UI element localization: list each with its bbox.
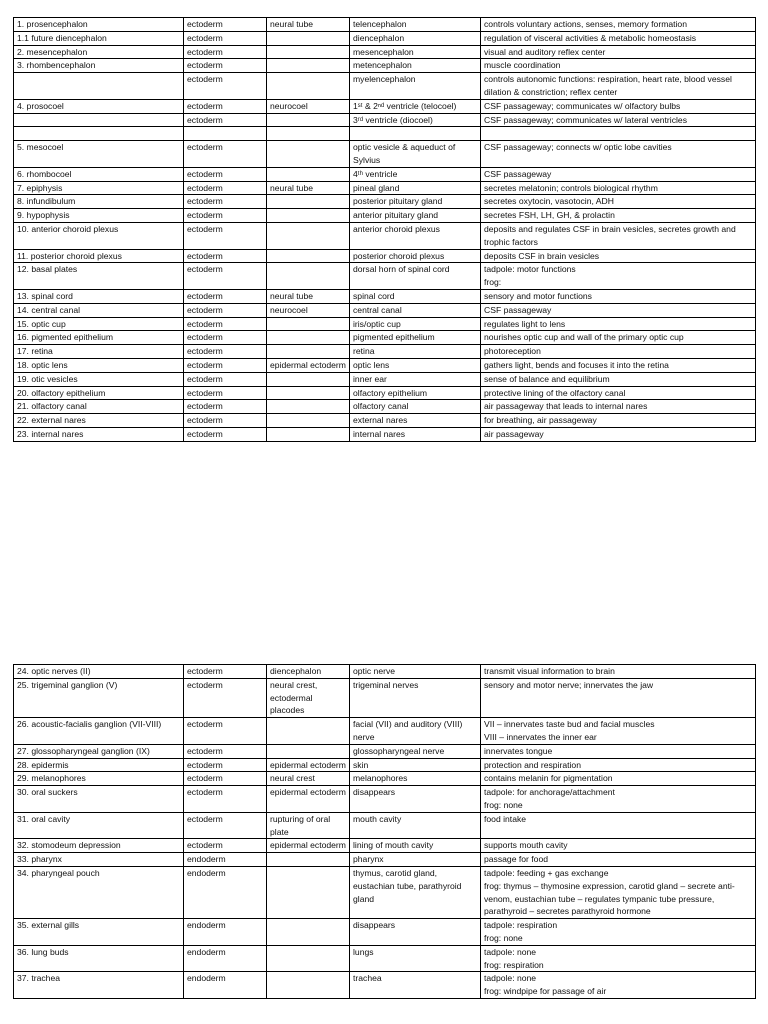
origin-cell <box>267 263 350 290</box>
germ-layer-cell: endoderm <box>184 945 267 972</box>
table-row <box>14 919 756 946</box>
origin-cell <box>267 853 350 867</box>
origin-cell <box>267 427 350 441</box>
origin-cell: neurocoel <box>267 303 350 317</box>
function-cell: air passageway <box>481 427 756 441</box>
germ-layer-cell: ectoderm <box>184 400 267 414</box>
structure-cell: 5. mesocoel <box>14 141 184 168</box>
table-row <box>14 45 756 59</box>
adult-structure-cell: mouth cavity <box>350 812 481 839</box>
function-cell: secretes oxytocin, vasotocin, ADH <box>481 195 756 209</box>
structure-cell: 2. mesencephalon <box>14 45 184 59</box>
origin-cell <box>267 45 350 59</box>
structure-cell: 6. rhombocoel <box>14 167 184 181</box>
origin-cell <box>267 195 350 209</box>
germ-layer-cell: ectoderm <box>184 18 267 32</box>
function-cell: tadpole: none frog: respiration <box>481 945 756 972</box>
germ-layer-cell: ectoderm <box>184 263 267 290</box>
function-cell: secretes FSH, LH, GH, & prolactin <box>481 209 756 223</box>
adult-structure-cell: pharynx <box>350 853 481 867</box>
table-row <box>14 249 756 263</box>
germ-layer-cell: endoderm <box>184 853 267 867</box>
origin-cell <box>267 919 350 946</box>
structure-cell: 17. retina <box>14 345 184 359</box>
germ-layer-cell: ectoderm <box>184 744 267 758</box>
table-row <box>14 113 756 127</box>
origin-cell <box>267 113 350 127</box>
germ-layer-cell: ectoderm <box>184 73 267 100</box>
structure-cell: 18. optic lens <box>14 358 184 372</box>
structure-cell: 11. posterior choroid plexus <box>14 249 184 263</box>
origin-cell <box>267 31 350 45</box>
function-cell <box>481 127 756 141</box>
table-row <box>14 289 756 303</box>
germ-layer-cell: ectoderm <box>184 386 267 400</box>
adult-structure-cell: facial (VII) and auditory (VIII) nerve <box>350 718 481 745</box>
table-row <box>14 59 756 73</box>
function-cell: CSF passageway <box>481 167 756 181</box>
structure-cell: 23. internal nares <box>14 427 184 441</box>
origin-cell: neural crest, ectodermal placodes <box>267 678 350 717</box>
adult-structure-cell: pigmented epithelium <box>350 331 481 345</box>
table-row <box>14 772 756 786</box>
structure-cell: 31. oral cavity <box>14 812 184 839</box>
germ-layer-cell: ectoderm <box>184 141 267 168</box>
adult-structure-cell: dorsal horn of spinal cord <box>350 263 481 290</box>
adult-structure-cell: glossopharyngeal nerve <box>350 744 481 758</box>
function-cell: visual and auditory reflex center <box>481 45 756 59</box>
origin-cell <box>267 127 350 141</box>
function-cell: passage for food <box>481 853 756 867</box>
structure-cell: 10. anterior choroid plexus <box>14 222 184 249</box>
structure-cell: 32. stomodeum depression <box>14 839 184 853</box>
structure-cell: 1. prosencephalon <box>14 18 184 32</box>
structure-cell: 16. pigmented epithelium <box>14 331 184 345</box>
function-cell: tadpole: none frog: windpipe for passage of air <box>481 972 756 999</box>
structure-cell: 3. rhombencephalon <box>14 59 184 73</box>
function-cell: muscle coordination <box>481 59 756 73</box>
function-cell: CSF passageway; communicates w/ lateral ventricles <box>481 113 756 127</box>
structure-cell: 21. olfactory canal <box>14 400 184 414</box>
adult-structure-cell: optic nerve <box>350 665 481 679</box>
function-cell: CSF passageway; communicates w/ olfactory bulbs <box>481 99 756 113</box>
germ-layer-cell: ectoderm <box>184 303 267 317</box>
adult-structure-cell: external nares <box>350 414 481 428</box>
origin-cell: diencephalon <box>267 665 350 679</box>
origin-cell <box>267 167 350 181</box>
germ-layer-cell: ectoderm <box>184 222 267 249</box>
germ-layer-cell: ectoderm <box>184 209 267 223</box>
origin-cell <box>267 744 350 758</box>
function-cell: regulates light to lens <box>481 317 756 331</box>
table-row <box>14 839 756 853</box>
structure-cell: 30. oral suckers <box>14 786 184 813</box>
adult-structure-cell: disappears <box>350 786 481 813</box>
table-row <box>14 786 756 813</box>
origin-cell: neurocoel <box>267 99 350 113</box>
function-cell: transmit visual information to brain <box>481 665 756 679</box>
germ-layer-cell: ectoderm <box>184 59 267 73</box>
structure-cell: 36. lung buds <box>14 945 184 972</box>
structure-cell: 4. prosocoel <box>14 99 184 113</box>
origin-cell <box>267 400 350 414</box>
origin-cell <box>267 59 350 73</box>
function-cell: photoreception <box>481 345 756 359</box>
adult-structure-cell: metencephalon <box>350 59 481 73</box>
adult-structure-cell: optic lens <box>350 358 481 372</box>
origin-cell <box>267 972 350 999</box>
adult-structure-cell: telencephalon <box>350 18 481 32</box>
table-row <box>14 414 756 428</box>
origin-cell: epidermal ectoderm <box>267 758 350 772</box>
germ-layer-cell: ectoderm <box>184 289 267 303</box>
adult-structure-cell: lining of mouth cavity <box>350 839 481 853</box>
germ-layer-cell: ectoderm <box>184 758 267 772</box>
function-cell: sensory and motor nerve; innervates the jaw <box>481 678 756 717</box>
structures-table-top <box>13 17 756 442</box>
function-cell: CSF passageway <box>481 303 756 317</box>
structure-cell: 1.1 future diencephalon <box>14 31 184 45</box>
table-row <box>14 73 756 100</box>
table-row <box>14 222 756 249</box>
structure-cell: 13. spinal cord <box>14 289 184 303</box>
table-row <box>14 141 756 168</box>
germ-layer-cell: ectoderm <box>184 99 267 113</box>
function-cell: sense of balance and equilibrium <box>481 372 756 386</box>
table-row <box>14 18 756 32</box>
germ-layer-cell: ectoderm <box>184 812 267 839</box>
germ-layer-cell: ectoderm <box>184 317 267 331</box>
adult-structure-cell: 3ʳᵈ ventricle (diocoel) <box>350 113 481 127</box>
adult-structure-cell: anterior choroid plexus <box>350 222 481 249</box>
structure-cell: 26. acoustic-facialis ganglion (VII-VIII) <box>14 718 184 745</box>
origin-cell <box>267 866 350 918</box>
adult-structure-cell: internal nares <box>350 427 481 441</box>
germ-layer-cell: endoderm <box>184 972 267 999</box>
adult-structure-cell: skin <box>350 758 481 772</box>
table-row <box>14 372 756 386</box>
germ-layer-cell: ectoderm <box>184 427 267 441</box>
function-cell: tadpole: motor functions frog: <box>481 263 756 290</box>
origin-cell <box>267 718 350 745</box>
origin-cell: epidermal ectoderm <box>267 786 350 813</box>
table-row <box>14 758 756 772</box>
germ-layer-cell: ectoderm <box>184 249 267 263</box>
structure-cell: 28. epidermis <box>14 758 184 772</box>
germ-layer-cell: ectoderm <box>184 181 267 195</box>
table-row <box>14 427 756 441</box>
function-cell: tadpole: for anchorage/attachment frog: none <box>481 786 756 813</box>
germ-layer-cell: ectoderm <box>184 786 267 813</box>
table-row <box>14 972 756 999</box>
origin-cell: neural tube <box>267 181 350 195</box>
germ-layer-cell: ectoderm <box>184 167 267 181</box>
adult-structure-cell: disappears <box>350 919 481 946</box>
structure-cell: 24. optic nerves (II) <box>14 665 184 679</box>
function-cell: food intake <box>481 812 756 839</box>
function-cell: for breathing, air passageway <box>481 414 756 428</box>
table-row <box>14 812 756 839</box>
adult-structure-cell: spinal cord <box>350 289 481 303</box>
table-row <box>14 358 756 372</box>
germ-layer-cell: ectoderm <box>184 372 267 386</box>
germ-layer-cell: endoderm <box>184 866 267 918</box>
structure-cell <box>14 73 184 100</box>
function-cell: contains melanin for pigmentation <box>481 772 756 786</box>
germ-layer-cell: ectoderm <box>184 45 267 59</box>
origin-cell: neural crest <box>267 772 350 786</box>
germ-layer-cell: ectoderm <box>184 839 267 853</box>
germ-layer-cell: ectoderm <box>184 31 267 45</box>
function-cell: air passageway that leads to internal nares <box>481 400 756 414</box>
structure-cell: 22. external nares <box>14 414 184 428</box>
table-row <box>14 127 756 141</box>
structure-cell: 14. central canal <box>14 303 184 317</box>
structure-cell: 27. glossopharyngeal ganglion (IX) <box>14 744 184 758</box>
table-row <box>14 945 756 972</box>
structure-cell: 25. trigeminal ganglion (V) <box>14 678 184 717</box>
table-row <box>14 853 756 867</box>
structure-cell: 9. hypophysis <box>14 209 184 223</box>
function-cell: protective lining of the olfactory canal <box>481 386 756 400</box>
origin-cell <box>267 372 350 386</box>
structures-table-bottom <box>13 664 756 999</box>
function-cell: controls voluntary actions, senses, memory formation <box>481 18 756 32</box>
structure-cell: 33. pharynx <box>14 853 184 867</box>
table-row <box>14 866 756 918</box>
origin-cell <box>267 414 350 428</box>
function-cell: VII – innervates taste bud and facial muscles VIII – innervates the inner ear <box>481 718 756 745</box>
function-cell: nourishes optic cup and wall of the primary optic cup <box>481 331 756 345</box>
table-body <box>14 18 756 442</box>
adult-structure-cell: 4ᵗʰ ventricle <box>350 167 481 181</box>
adult-structure-cell: olfactory canal <box>350 400 481 414</box>
adult-structure-cell: anterior pituitary gland <box>350 209 481 223</box>
origin-cell <box>267 141 350 168</box>
function-cell: regulation of visceral activities & metabolic homeostasis <box>481 31 756 45</box>
function-cell: tadpole: respiration frog: none <box>481 919 756 946</box>
origin-cell <box>267 945 350 972</box>
structure-cell: 34. pharyngeal pouch <box>14 866 184 918</box>
adult-structure-cell: pineal gland <box>350 181 481 195</box>
adult-structure-cell: olfactory epithelium <box>350 386 481 400</box>
origin-cell <box>267 345 350 359</box>
function-cell: protection and respiration <box>481 758 756 772</box>
germ-layer-cell: ectoderm <box>184 345 267 359</box>
table-row <box>14 744 756 758</box>
table-row <box>14 31 756 45</box>
germ-layer-cell: ectoderm <box>184 665 267 679</box>
origin-cell <box>267 249 350 263</box>
germ-layer-cell: ectoderm <box>184 195 267 209</box>
origin-cell: neural tube <box>267 18 350 32</box>
function-cell: deposits CSF in brain vesicles <box>481 249 756 263</box>
structure-cell: 8. infundibulum <box>14 195 184 209</box>
germ-layer-cell: endoderm <box>184 919 267 946</box>
structure-cell: 35. external gills <box>14 919 184 946</box>
adult-structure-cell: diencephalon <box>350 31 481 45</box>
function-cell: supports mouth cavity <box>481 839 756 853</box>
function-cell: tadpole: feeding + gas exchange frog: thymus – thymosine expression, carotid gland – secrete anti-venom, eustachian tube – regulates tympanic tube pressure, parathyroid – secretes parathyroid hormone <box>481 866 756 918</box>
origin-cell: epidermal ectoderm <box>267 839 350 853</box>
adult-structure-cell: trachea <box>350 972 481 999</box>
adult-structure-cell: mesencephalon <box>350 45 481 59</box>
origin-cell: neural tube <box>267 289 350 303</box>
table-row <box>14 195 756 209</box>
table-row <box>14 263 756 290</box>
origin-cell: rupturing of oral plate <box>267 812 350 839</box>
germ-layer-cell <box>184 127 267 141</box>
function-cell: gathers light, bends and focuses it into the retina <box>481 358 756 372</box>
germ-layer-cell: ectoderm <box>184 718 267 745</box>
table-row <box>14 386 756 400</box>
table-body <box>14 665 756 999</box>
adult-structure-cell: retina <box>350 345 481 359</box>
table-row <box>14 303 756 317</box>
table-row <box>14 167 756 181</box>
germ-layer-cell: ectoderm <box>184 678 267 717</box>
structure-cell: 12. basal plates <box>14 263 184 290</box>
structure-cell: 29. melanophores <box>14 772 184 786</box>
adult-structure-cell: thymus, carotid gland, eustachian tube, parathyroid gland <box>350 866 481 918</box>
function-cell: sensory and motor functions <box>481 289 756 303</box>
origin-cell <box>267 317 350 331</box>
adult-structure-cell: melanophores <box>350 772 481 786</box>
adult-structure-cell: optic vesicle & aqueduct of Sylvius <box>350 141 481 168</box>
table-row <box>14 209 756 223</box>
adult-structure-cell: central canal <box>350 303 481 317</box>
adult-structure-cell: posterior choroid plexus <box>350 249 481 263</box>
origin-cell <box>267 222 350 249</box>
table-row <box>14 99 756 113</box>
table-row <box>14 331 756 345</box>
origin-cell <box>267 73 350 100</box>
structure-cell: 20. olfactory epithelium <box>14 386 184 400</box>
function-cell: innervates tongue <box>481 744 756 758</box>
table-row <box>14 718 756 745</box>
origin-cell: epidermal ectoderm <box>267 358 350 372</box>
table-row <box>14 181 756 195</box>
germ-layer-cell: ectoderm <box>184 772 267 786</box>
table-row <box>14 400 756 414</box>
adult-structure-cell: 1ˢᵗ & 2ⁿᵈ ventricle (telocoel) <box>350 99 481 113</box>
function-cell: controls autonomic functions: respiration, heart rate, blood vessel dilation & constriction; reflex center <box>481 73 756 100</box>
function-cell: deposits and regulates CSF in brain vesicles, secretes growth and trophic factors <box>481 222 756 249</box>
germ-layer-cell: ectoderm <box>184 414 267 428</box>
structure-cell <box>14 113 184 127</box>
germ-layer-cell: ectoderm <box>184 358 267 372</box>
structure-cell: 19. otic vesicles <box>14 372 184 386</box>
adult-structure-cell: lungs <box>350 945 481 972</box>
adult-structure-cell: inner ear <box>350 372 481 386</box>
adult-structure-cell: myelencephalon <box>350 73 481 100</box>
adult-structure-cell: posterior pituitary gland <box>350 195 481 209</box>
table-row <box>14 665 756 679</box>
origin-cell <box>267 331 350 345</box>
structure-cell: 15. optic cup <box>14 317 184 331</box>
function-cell: CSF passageway; connects w/ optic lobe cavities <box>481 141 756 168</box>
origin-cell <box>267 209 350 223</box>
adult-structure-cell: trigeminal nerves <box>350 678 481 717</box>
table-row <box>14 678 756 717</box>
adult-structure-cell: iris/optic cup <box>350 317 481 331</box>
structure-cell: 7. epiphysis <box>14 181 184 195</box>
germ-layer-cell: ectoderm <box>184 331 267 345</box>
structure-cell: 37. trachea <box>14 972 184 999</box>
structure-cell <box>14 127 184 141</box>
adult-structure-cell <box>350 127 481 141</box>
table-row <box>14 317 756 331</box>
table-row <box>14 345 756 359</box>
germ-layer-cell: ectoderm <box>184 113 267 127</box>
function-cell: secretes melatonin; controls biological rhythm <box>481 181 756 195</box>
origin-cell <box>267 386 350 400</box>
